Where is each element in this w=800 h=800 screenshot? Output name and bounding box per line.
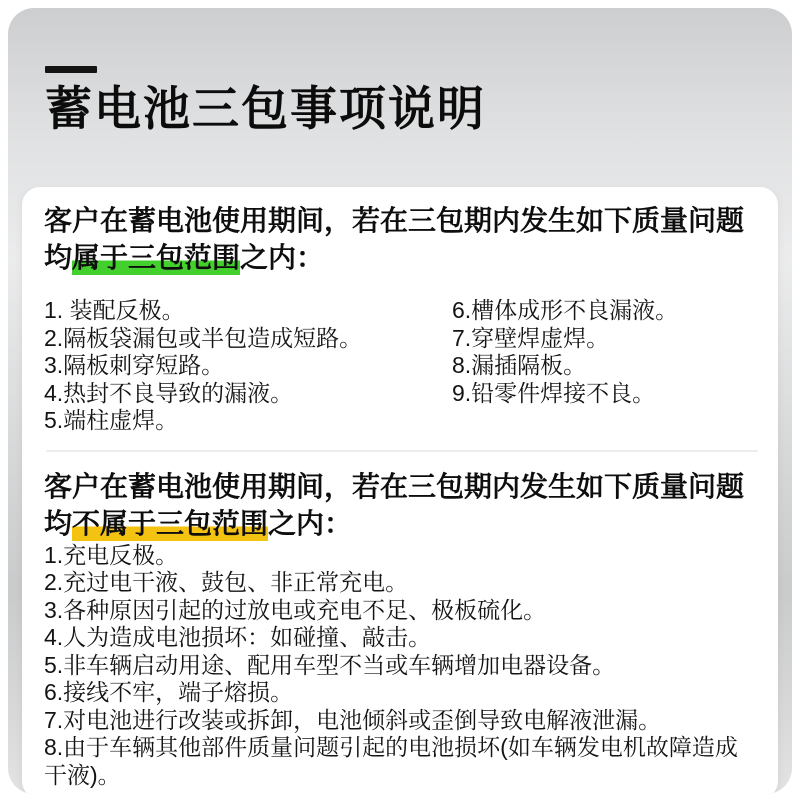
list-item: 6.接线不牢，端子熔损。 — [44, 679, 294, 705]
page-title: 蓄电池三包事项说明 — [45, 82, 486, 135]
list-item: 5.端柱虚焊。 — [44, 407, 179, 433]
list-item: 2.充过电干液、鼓包、非正常充电。 — [44, 569, 409, 595]
not-covered-intro-prefix: 均 — [44, 507, 73, 539]
list-item: 6.槽体成形不良漏液。 — [452, 297, 679, 323]
not-covered-list — [44, 542, 760, 790]
list-item: 4.热封不良导致的漏液。 — [44, 379, 294, 406]
list-item: 8.漏插隔板。 — [452, 352, 587, 378]
list-item: 8.由于车辆其他部件质量问题引起的电池损坏(如车辆发电机故障造成干液)。 — [44, 734, 738, 788]
covered-intro — [44, 202, 760, 276]
not-covered-intro-line1: 客户在蓄电池使用期间，若在三包期内发生如下质量问题 — [44, 470, 745, 502]
section-divider — [46, 450, 758, 452]
header — [8, 8, 792, 135]
covered-list-left — [44, 297, 452, 435]
covered-list-columns — [44, 297, 760, 435]
battery-warranty-panel — [8, 8, 792, 794]
covered-intro-prefix: 均 — [44, 242, 73, 273]
list-item: 1. 装配反极。 — [44, 297, 185, 323]
not-covered-intro — [44, 468, 760, 542]
warranty-terms-card — [22, 187, 778, 794]
list-item: 2.隔板袋漏包或半包造成短路。 — [44, 324, 363, 351]
list-item: 9.铅零件焊接不良。 — [452, 379, 656, 406]
covered-intro-highlight: 属于三包范围 — [72, 242, 241, 273]
not-covered-intro-suffix: 之内： — [268, 507, 353, 539]
list-item: 4.人为造成电池损坏：如碰撞、敲击。 — [44, 624, 432, 650]
covered-intro-suffix: 之内： — [240, 242, 325, 273]
list-item: 5.非车辆启动用途、配用车型不当或车辆增加电器设备。 — [44, 651, 616, 678]
list-item: 7.对电池进行改装或拆卸，电池倾斜或歪倒导致电解液泄漏。 — [44, 706, 662, 733]
list-item: 1.充电反极。 — [44, 541, 179, 568]
list-item: 3.隔板刺穿短路。 — [44, 352, 225, 378]
list-item: 3.各种原因引起的过放电或充电不足、极板硫化。 — [44, 596, 547, 623]
not-covered-intro-highlight: 不属于三包范围 — [72, 507, 269, 539]
covered-intro-line1: 客户在蓄电池使用期间，若在三包期内发生如下质量问题 — [44, 205, 745, 236]
title-dash-decoration — [45, 66, 97, 73]
covered-list-right — [452, 297, 760, 435]
list-item: 7.穿壁焊虚焊。 — [452, 324, 610, 351]
